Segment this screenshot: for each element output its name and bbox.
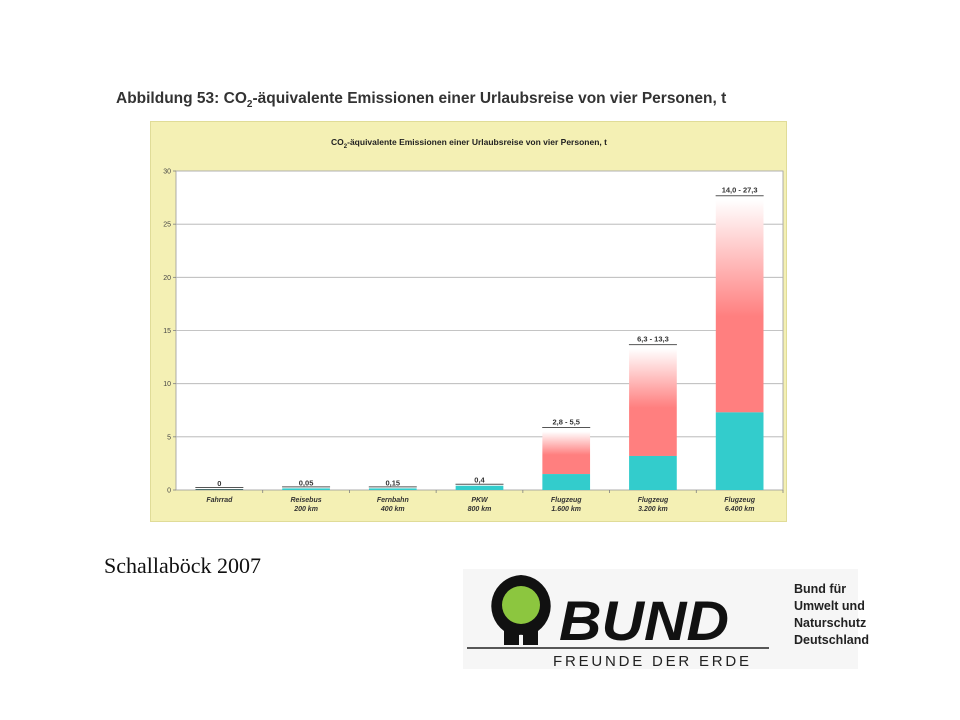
data-label: 14,0 - 27,3 bbox=[721, 185, 758, 195]
y-tick-label: 20 bbox=[163, 274, 171, 282]
x-tick-label-line2: 200 km bbox=[294, 506, 318, 513]
data-label: 0,4 bbox=[474, 475, 485, 485]
data-label: 2,8 - 5,5 bbox=[552, 417, 580, 427]
base-bar bbox=[542, 474, 590, 490]
chart-title-suffix: -äquivalente Emissionen einer Urlaubsreise von vier Personen, t bbox=[347, 137, 607, 147]
bar-chart bbox=[151, 122, 788, 523]
figure-caption-suffix: -äquivalente Emissionen einer Urlaubsreise von vier Personen, t bbox=[252, 90, 727, 107]
data-label: 0,15 bbox=[385, 478, 401, 488]
bund-logo bbox=[463, 569, 870, 669]
chart-title bbox=[331, 137, 607, 150]
data-label: 0 bbox=[217, 479, 222, 488]
base-bar bbox=[456, 486, 504, 490]
range-bar bbox=[629, 349, 677, 456]
base-bar bbox=[196, 489, 244, 490]
logo-tagline: FREUNDE DER ERDE bbox=[553, 653, 749, 669]
x-tick-label: Flugzeug bbox=[724, 497, 756, 504]
chart-title-prefix: CO bbox=[331, 137, 344, 147]
x-tick-label: PKW bbox=[471, 497, 488, 504]
range-bar bbox=[716, 200, 764, 413]
chart-title-sub: 2 bbox=[343, 144, 348, 150]
logo-side-line: Naturschutz bbox=[794, 616, 867, 630]
data-label: 6,3 - 13,3 bbox=[637, 334, 669, 344]
source-label: Schallaböck 2007 bbox=[104, 553, 262, 578]
base-bar bbox=[369, 488, 417, 490]
base-bar bbox=[282, 488, 330, 490]
logo-green-globe bbox=[502, 586, 540, 624]
x-tick-label-line2: 800 km bbox=[467, 506, 492, 513]
chart-panel bbox=[150, 121, 787, 522]
x-tick-label-line2: 400 km bbox=[380, 506, 405, 513]
x-tick-label: Fernbahn bbox=[376, 497, 409, 504]
x-tick-label: Flugzeug bbox=[637, 497, 669, 504]
base-bar bbox=[629, 456, 677, 490]
y-tick-label: 15 bbox=[163, 328, 171, 335]
figure-caption bbox=[116, 90, 726, 110]
figure-caption-prefix: Abbildung 53: CO bbox=[116, 90, 247, 107]
x-tick-label: Flugzeug bbox=[550, 497, 582, 504]
x-tick-label-line2: 6.400 km bbox=[724, 506, 755, 513]
y-tick-label: 10 bbox=[163, 381, 171, 389]
y-tick-label: 30 bbox=[163, 168, 171, 176]
logo-side-line: Bund für bbox=[794, 582, 847, 596]
figure-caption-sub: 2 bbox=[246, 99, 253, 111]
data-label: 0,05 bbox=[298, 478, 314, 488]
y-tick-label: 25 bbox=[163, 221, 171, 229]
logo-side-line: Deutschland bbox=[794, 633, 870, 647]
x-tick-label-line2: 3.200 km bbox=[638, 506, 668, 513]
logo-side-line: Umwelt und bbox=[794, 599, 865, 613]
x-tick-label: Fahrrad bbox=[206, 497, 233, 504]
y-tick-label: 0 bbox=[167, 487, 171, 495]
logo-wordmark: BUND bbox=[559, 589, 729, 652]
y-tick-label: 5 bbox=[167, 434, 171, 442]
x-tick-label-line2: 1.600 km bbox=[551, 506, 582, 513]
logo-organization-name bbox=[794, 581, 869, 649]
x-tick-label: Reisebus bbox=[290, 497, 322, 504]
range-bar bbox=[542, 432, 590, 475]
base-bar bbox=[716, 412, 764, 490]
